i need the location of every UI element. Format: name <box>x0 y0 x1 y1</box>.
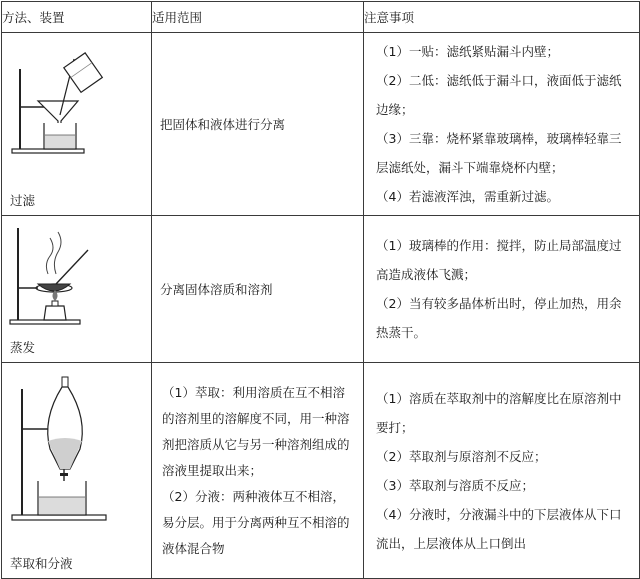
notes-cell <box>364 216 640 363</box>
scope-cell <box>152 363 364 579</box>
method-cell <box>2 363 152 579</box>
method-cell <box>2 216 152 363</box>
evaporation-apparatus-icon <box>8 222 118 330</box>
header-row <box>2 2 640 33</box>
scope-text: 把固体和液体进行分离 <box>160 117 286 132</box>
note-item: （2）萃取剂与原溶剂不反应； <box>376 448 547 464</box>
table-row <box>2 216 640 363</box>
separatory-funnel-apparatus-icon <box>8 369 118 529</box>
header-notes: 注意事项 <box>364 2 640 33</box>
method-name: 蒸发 <box>10 340 36 355</box>
scope-cell <box>152 33 364 216</box>
separation-methods-table <box>1 1 640 579</box>
scope-text: 分离固体溶质和溶剂 <box>160 282 273 297</box>
method-cell <box>2 33 152 216</box>
scope-text: （2）分液：两种液体互不相溶，易分层。用于分离两种互不相溶的液体混合物 <box>162 488 350 556</box>
note-item: （3）三靠：烧杯紧靠玻璃棒，玻璃棒轻靠三层滤纸处，漏斗下端靠烧杯内壁； <box>376 131 622 175</box>
note-item: （1）溶质在萃取剂中的溶解度比在原溶剂中要打； <box>376 390 622 435</box>
scope-text: （1）萃取：利用溶质在互不相溶的溶剂里的溶解度不同，用一种溶剂把溶质从它与另一种溶剂组成的溶液里提取出来； <box>162 384 350 478</box>
note-item: （2）二低：滤纸低于漏斗口，液面低于滤纸边缘； <box>376 73 622 117</box>
note-item: （1）玻璃棒的作用：搅拌，防止局部温度过高造成液体飞溅； <box>376 238 622 282</box>
note-item: （2）当有较多晶体析出时，停止加热，用余热蒸干。 <box>376 296 622 340</box>
method-name: 萃取和分液 <box>10 556 73 571</box>
table-row <box>2 33 640 216</box>
notes-cell <box>364 363 640 579</box>
notes-cell <box>364 33 640 216</box>
note-item: （4）分液时，分液漏斗中的下层液体从下口流出，上层液体从上口倒出 <box>376 506 622 551</box>
table-row <box>2 363 640 579</box>
header-method: 方法、装置 <box>2 2 152 33</box>
scope-cell <box>152 216 364 363</box>
header-scope: 适用范围 <box>152 2 364 33</box>
note-item: （4）若滤液浑浊，需重新过滤。 <box>376 189 559 204</box>
filtration-apparatus-icon <box>8 39 108 159</box>
note-item: （1）一贴：滤纸紧贴漏斗内壁； <box>376 44 559 59</box>
method-name: 过滤 <box>10 193 36 208</box>
note-item: （3）萃取剂与溶质不反应； <box>376 477 534 493</box>
